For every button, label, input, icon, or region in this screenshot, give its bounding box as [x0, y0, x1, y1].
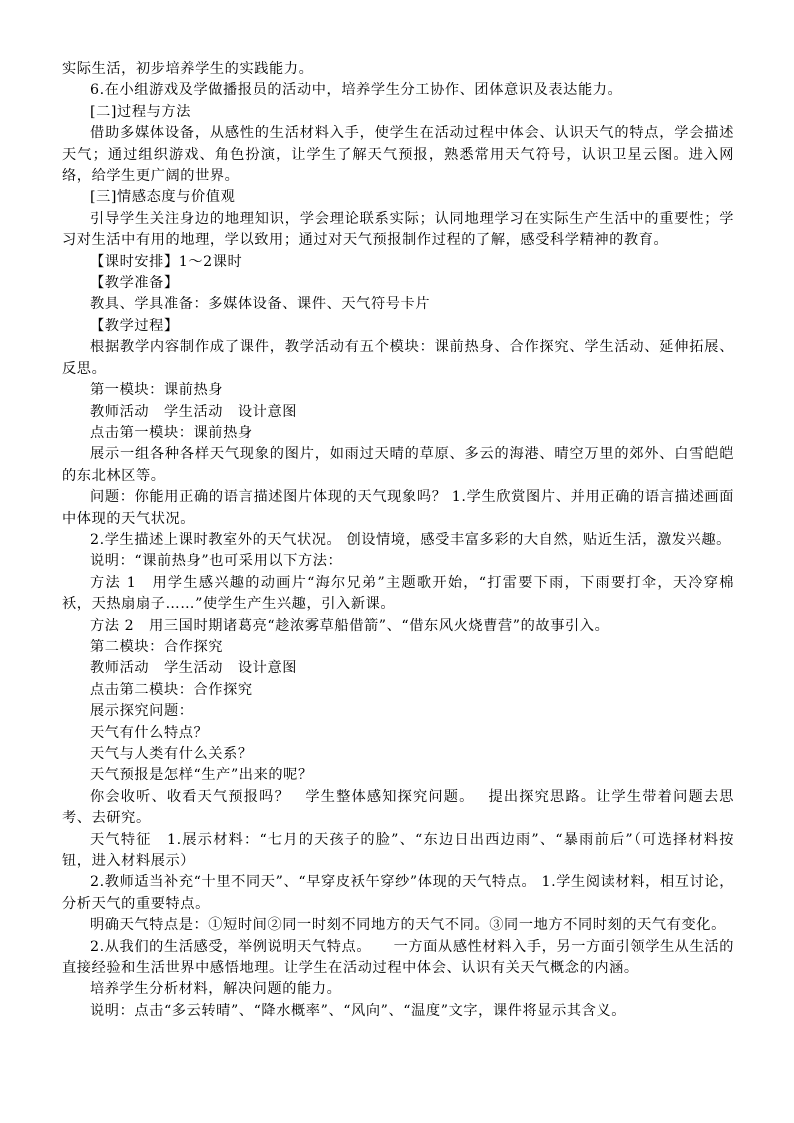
- paragraph: 借助多媒体设备，从感性的生活材料入手，使学生在活动过程中体会、认识天气的特点，学会描述天气；通过组织游戏、角色扮演，让学生了解天气预报，熟悉常用天气符号，认识卫星云图。进入网络，给学生更广阔的世界。: [62, 125, 734, 185]
- paragraph: 明确天气特点是：①短时间②同一时刻不同地方的天气不同。③同一地方不同时刻的天气有变化。: [90, 917, 726, 934]
- paragraph: 6.在小组游戏及学做播报员的活动中，培养学生分工协作、团体意识及表达能力。: [90, 82, 623, 99]
- column-labels: 教师活动 学生活动 设计意图: [90, 403, 298, 420]
- section-heading: 【教学准备】: [90, 275, 179, 292]
- paragraph: 教具、学具准备：多媒体设备、课件、天气符号卡片: [90, 296, 431, 313]
- section-heading: 【教学过程】: [90, 317, 179, 334]
- module-heading: 第一模块：课前热身: [90, 382, 224, 399]
- section-heading: 【课时安排】1～2课时: [90, 253, 243, 270]
- paragraph: 培养学生分析材料，解决问题的能力。: [90, 981, 342, 998]
- paragraph: 根据教学内容制作成了课件，教学活动有五个模块：课前热身、合作探究、学生活动、延伸拓展、反思。: [62, 339, 734, 377]
- question-item: 天气有什么特点？: [90, 724, 209, 741]
- paragraph: 你会收听、收看天气预报吗？ 学生整体感知探究问题。 提出探究思路。让学生带着问题去思考、去研究。: [62, 788, 734, 827]
- paragraph: 展示一组各种各样天气现象的图片，如雨过天晴的草原、多云的海港、晴空万里的郊外、白雪皑皑的东北林区等。: [62, 446, 734, 484]
- section-heading: [三]情感态度与价值观: [90, 189, 236, 206]
- paragraph: 展示探究问题：: [90, 703, 194, 720]
- question-item: 天气与人类有什么关系？: [90, 746, 253, 762]
- section-heading: [二]过程与方法: [90, 103, 191, 120]
- module-heading: 第二模块：合作探究: [90, 638, 224, 655]
- paragraph: 方法 2 用三国时期诸葛亮“趁浓雾草船借箭”、“借东风火烧曹营”的故事引入。: [90, 617, 610, 634]
- paragraph: 问题：你能用正确的语言描述图片体现的天气现象吗？ 1.学生欣赏图片、并用正确的语言描述画面中体现的天气状况。: [62, 489, 734, 527]
- paragraph: 点击第二模块：合作探究: [90, 681, 253, 698]
- paragraph: 说明：点击“多云转晴”、“降水概率”、“风向”、“温度”文字，课件将显示其含义。: [90, 1002, 627, 1019]
- paragraph: 引导学生关注身边的地理知识，学会理论联系实际；认同地理学习在实际生产生活中的重要性；学习对生活中有用的地理，学以致用；通过对天气预报制作过程的了解，感受科学精神的教育。: [62, 210, 734, 249]
- question-item: 天气预报是怎样“生产”出来的呢？: [90, 767, 313, 784]
- column-labels: 教师活动 学生活动 设计意图: [90, 660, 298, 677]
- paragraph: 2.学生描述上课时教室外的天气状况。 创设情境，感受丰富多彩的大自然，贴近生活，激发兴趣。: [90, 531, 731, 548]
- paragraph: 点击第一模块：课前热身: [90, 424, 253, 441]
- paragraph: 方法 1 用学生感兴趣的动画片“海尔兄弟”主题歌开始，“打雷要下雨，下雨要打伞，天冷穿棉袄，天热扇扇子……”使学生产生兴趣，引入新课。: [62, 574, 734, 613]
- document-body: [62, 59, 734, 1022]
- paragraph: 2.从我们的生活感受，举例说明天气特点。 一方面从感性材料入手，另一方面引领学生从生活的直接经验和生活世界中感悟地理。让学生在活动过程中体会、认识有关天气概念的内涵。: [62, 938, 734, 977]
- paragraph: 天气特征 1.展示材料：“七月的天孩子的脸”、“东边日出西边雨”、“暴雨前后”（可选择材料按钮，进入材料展示）: [62, 831, 734, 870]
- paragraph: 2.教师适当补充“十里不同天”、“早穿皮袄午穿纱”体现的天气特点。 1.学生阅读材料，相互讨论，分析天气的重要特点。: [62, 874, 734, 912]
- paragraph: 实际生活，初步培养学生的实践能力。: [62, 61, 314, 77]
- paragraph: 说明：“课前热身”也可采用以下方法：: [90, 553, 343, 570]
